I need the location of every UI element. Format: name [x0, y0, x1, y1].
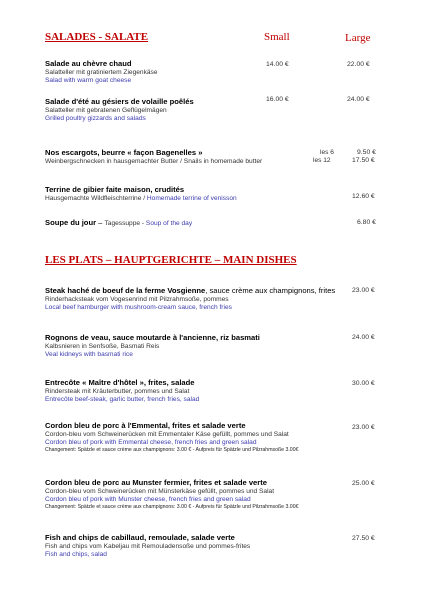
column-header-small: Small [264, 31, 290, 43]
item-name: Soupe du jour [45, 218, 97, 227]
price-12: 17.50 € [352, 157, 375, 164]
price-small: 16.00 € [266, 96, 289, 103]
item-name: Steak haché de boeuf de la ferme Vosgienne [45, 286, 206, 295]
price: 25.00 € [352, 480, 375, 487]
item-name: Salade d'été au gésiers de volaille poêlés [45, 97, 194, 106]
price-large: 22.00 € [347, 61, 370, 68]
item-name: Rognons de veau, sauce moutarde à l'ancienne, riz basmati [45, 333, 260, 342]
item-desc-de: Salatteller mit gebratenen Geflügelmägen [45, 106, 167, 114]
item-name: Fish and chips de cabillaud, remoulade, salade verte [45, 533, 235, 542]
item-desc-en: Homemade terrine of venisson [146, 194, 237, 202]
item-desc-de: Tagessuppe - [104, 220, 146, 227]
menu-item-salade-gesiers [45, 97, 375, 123]
item-desc-de: Rinderhacksteak vom Vogesenrind mit Pilzrahmsoße, pommes [45, 295, 229, 303]
price: 23.00 € [352, 287, 375, 294]
menu-item-cordon-bleu-emmental [45, 421, 375, 454]
item-name: Cordon bleu de porc à l'Emmental, frites et salade verte [45, 421, 246, 430]
item-desc-en: Soup of the day [145, 220, 193, 227]
item-desc [45, 195, 375, 203]
price-small: 14.00 € [266, 61, 289, 68]
separator: – [96, 218, 105, 227]
item-desc-de: Kalbsnieren in Senfsoße, Basmati Reis [45, 342, 160, 350]
item-desc-de: Fish and chips vom Kabeljau mit Remouladensoße und pommes-frites [45, 542, 251, 550]
item-desc-en: Entrecôte beef-steak, garlic butter, french fries, salad [45, 395, 200, 403]
item-desc-de: Salatteller mit gratiniertem Ziegenkäse [45, 68, 158, 76]
item-desc-en: Veal kidneys with basmati rice [45, 350, 133, 358]
price-6: 9.50 € [357, 149, 376, 156]
item-name-suffix: , sauce crème aux champignons, frites [205, 286, 336, 295]
item-desc-en: Salad with warm goat cheese [45, 76, 132, 84]
price: 27.50 € [352, 535, 375, 542]
menu-item-rognons [45, 333, 375, 359]
item-name: Terrine de gibier faite maison, crudités [45, 185, 185, 194]
item-change-note: Changement: Spätzle et sauce crème aux champignons: 3.00 € - Aufpreis für Spätzle und Pilzrahmsoße 3.00€ [45, 446, 299, 453]
qty-12: les 12 [313, 157, 331, 164]
item-change-note: Changement: Spätzle et sauce crème aux champignons: 3.00 € - Aufpreis für Spätzle und Pilzrahmsoße 3.00€ [45, 503, 299, 510]
item-desc-en: Cordon bleu of pork with Munster cheese, french fries and green salad [45, 495, 251, 503]
item-name: Salade au chèvre chaud [45, 59, 132, 68]
price: 24.00 € [352, 334, 375, 341]
item-desc-de: Rindersteak mit Kräuterbutter, pommes und Salat [45, 387, 190, 395]
item-desc-de: Hausgemachte Wildfleischterrine / [45, 194, 147, 202]
price: 12.60 € [352, 193, 375, 200]
menu-item-soupe [45, 218, 375, 229]
item-desc-de: Cordon-bleu vom Schweinerücken mit Emmentaler Käse gefüllt, pommes und Salat [45, 430, 289, 438]
price: 30.00 € [352, 380, 375, 387]
menu-item-steak-hache [45, 286, 375, 312]
menu-item-terrine [45, 185, 375, 203]
item-name: Entrecôte « Maître d'hôtel », frites, salade [45, 378, 195, 387]
item-desc-en: Local beef hamburger with mushroom-cream sauce, french fries [45, 303, 232, 311]
qty-6: les 6 [320, 149, 334, 156]
item-desc-en: Cordon bleu of pork with Emmental cheese, french fries and green salad [45, 438, 257, 446]
menu-item-salade-chevre [45, 59, 375, 85]
section-header-mains: LES PLATS – HAUPTGERICHTE – MAIN DISHES [45, 254, 297, 266]
item-name: Cordon bleu de porc au Munster fermier, frites et salade verte [45, 478, 267, 487]
item-desc-de: Cordon-bleu vom Schweinerücken mit Münsterkäse gefüllt, pommes und Salat [45, 487, 275, 495]
section-header-salads: SALADES - SALATE [45, 31, 149, 43]
menu-item-cordon-bleu-munster [45, 478, 375, 511]
menu-item-fish-and-chips [45, 533, 375, 559]
price-large: 24.00 € [347, 96, 370, 103]
item-desc-en: Fish and chips, salad [45, 550, 107, 558]
price: 23.00 € [352, 424, 375, 431]
item-name: Nos escargots, beurre « façon Bagenelles » [45, 148, 203, 157]
menu-item-entrecote [45, 378, 375, 404]
column-header-large: Large [345, 32, 371, 44]
item-desc-en: Grilled poultry gizzards and salads [45, 114, 146, 122]
item-desc: Weinbergschnecken in hausgemachter Butter / Snails in homemade butter [45, 157, 263, 165]
price: 6.80 € [357, 219, 376, 226]
